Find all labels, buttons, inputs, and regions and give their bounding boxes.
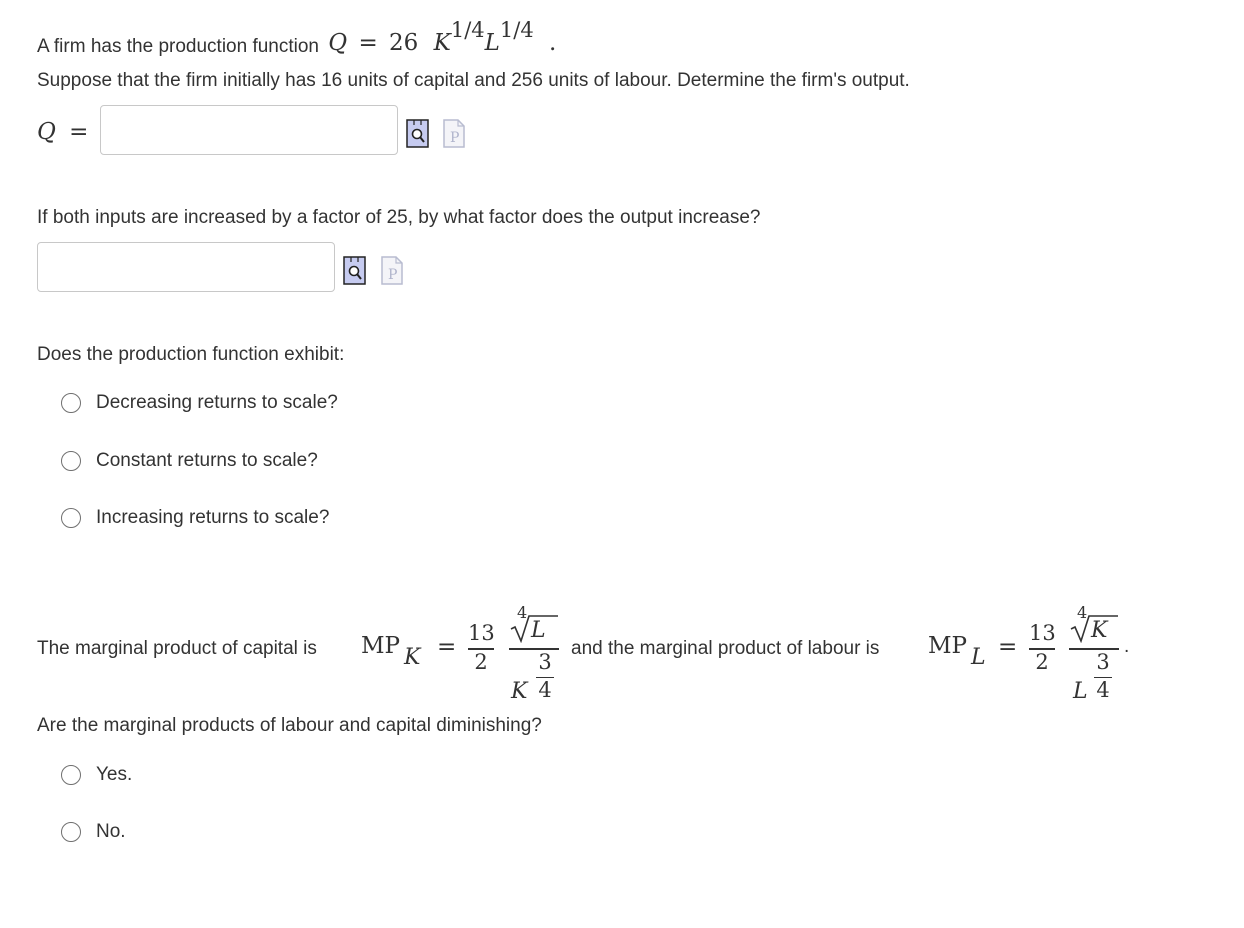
mpk-text: The marginal product of capital is xyxy=(37,638,317,659)
formula-palette-icon[interactable] xyxy=(442,117,466,149)
sentence-period: . xyxy=(1124,636,1130,657)
svg-text:P: P xyxy=(450,130,460,146)
radio-button[interactable] xyxy=(61,765,81,785)
q2-prompt: If both inputs are increased by a factor of 25, by what factor does the output increase? xyxy=(37,207,761,228)
root-index: 4 xyxy=(517,603,528,622)
formula-palette-icon[interactable] xyxy=(380,254,404,286)
answer-label: Q = xyxy=(37,119,89,145)
option-yes[interactable] xyxy=(61,763,132,787)
mp-label: MP xyxy=(361,633,401,659)
radio-button[interactable] xyxy=(61,508,81,528)
q3-prompt: Does the production function exhibit: xyxy=(37,344,345,365)
preview-icon[interactable] xyxy=(343,254,367,286)
option-label: Constant returns to scale? xyxy=(96,450,318,471)
option-no[interactable] xyxy=(61,820,126,844)
q4-prompt: Are the marginal products of labour and capital diminishing? xyxy=(37,715,542,736)
radio-button[interactable] xyxy=(61,822,81,842)
coef-denominator: 2 xyxy=(474,650,488,674)
mp-subscript: K xyxy=(404,645,421,670)
coef-numerator: 13 xyxy=(468,621,495,645)
coef-denominator: 2 xyxy=(1035,650,1049,674)
scale-factor-input[interactable] xyxy=(37,242,335,292)
output-answer-input[interactable] xyxy=(100,105,398,155)
production-function: Q = 26 K1/4L1/4 . xyxy=(328,18,557,56)
svg-text:P: P xyxy=(388,267,398,283)
radio-button[interactable] xyxy=(61,393,81,413)
mp-label: MP xyxy=(928,633,968,659)
root-index: 4 xyxy=(1077,603,1088,622)
option-label: No. xyxy=(96,821,126,842)
option-label: Yes. xyxy=(96,764,133,785)
mp-subscript: L xyxy=(971,645,986,670)
intro-text: A firm has the production function xyxy=(37,36,319,57)
root-variable: K xyxy=(1091,618,1108,643)
option-increasing-returns[interactable] xyxy=(61,506,329,530)
q1-prompt: Suppose that the firm initially has 16 units of capital and 256 units of labour. Determine the firm's output. xyxy=(37,70,910,91)
option-label: Increasing returns to scale? xyxy=(96,507,330,528)
option-decreasing-returns[interactable] xyxy=(61,391,338,415)
exponent-numerator: 3 xyxy=(1096,650,1110,674)
root-variable: L xyxy=(531,618,546,643)
option-constant-returns[interactable] xyxy=(61,449,318,473)
preview-icon[interactable] xyxy=(406,117,430,149)
coef-numerator: 13 xyxy=(1029,621,1056,645)
exponent-numerator: 3 xyxy=(538,650,552,674)
exponent-denominator: 4 xyxy=(1096,678,1110,702)
mpl-text: and the marginal product of labour is xyxy=(571,638,880,659)
equals-sign: = xyxy=(998,634,1018,660)
denominator-variable: K xyxy=(511,679,528,704)
denominator-variable: L xyxy=(1073,679,1088,704)
exponent-denominator: 4 xyxy=(538,678,552,702)
radio-button[interactable] xyxy=(61,451,81,471)
equals-sign: = xyxy=(437,634,457,660)
option-label: Decreasing returns to scale? xyxy=(96,392,338,413)
production-function-line xyxy=(37,18,557,60)
